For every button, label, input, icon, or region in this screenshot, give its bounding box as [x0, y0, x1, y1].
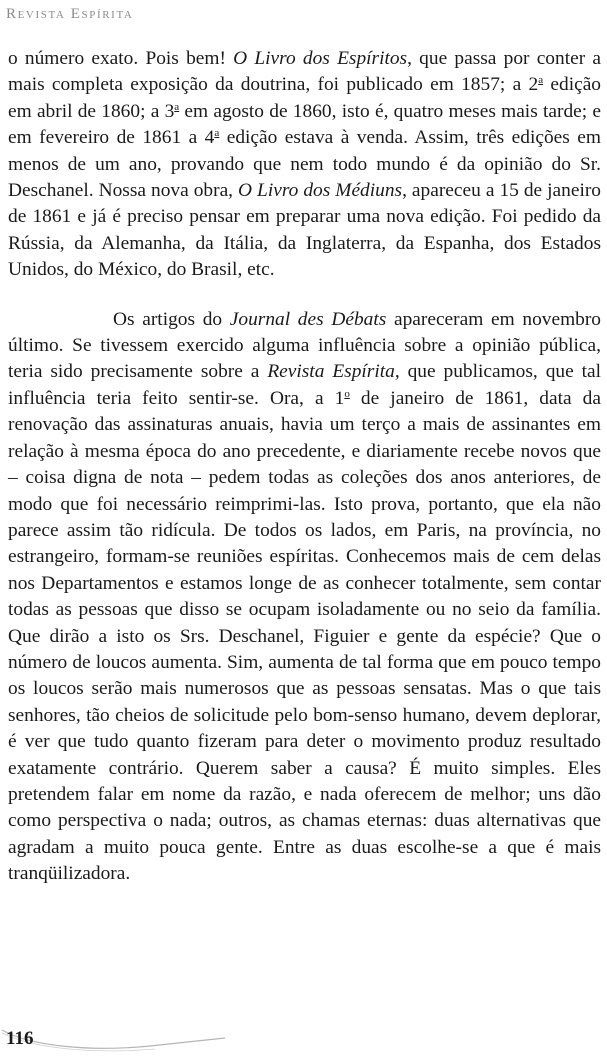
text-run: o número exato. Pois bem! [8, 48, 234, 69]
text-run: edição estava à venda. Assim, três edições em menos de um ano, provando que nem todo mundo é da opinião do Sr. Deschanel. Nossa nova obra, [8, 127, 601, 202]
ordinal-superscript: a [214, 127, 220, 140]
text-run: edição em abril de 1860; a 3 [8, 74, 601, 122]
footer-swoosh-ornament [0, 1024, 230, 1054]
paragraph-1 [8, 46, 601, 284]
text-run: apareceram em novembro último. Se tivessem exercido alguma influência sobre a opinião pública, teria sido precisamente sobre a [8, 308, 601, 383]
text-run: , apareceu a 15 de janeiro de 1861 e já é preciso pensar em preparar uma nova edição. Foi pedido da Rússia, da Alemanha, da Itália, da Inglaterra, da Espanha, dos Estados Unidos, do México, do Brasil, etc. [8, 180, 601, 281]
text-run: , que passa por conter a mais completa exposição da doutrina, foi publicado em 1857; a 2 [8, 48, 601, 96]
text-run: , que publicamos, que tal influência teria feito sentir-se. Ora, a 1 [8, 361, 601, 409]
body-text [8, 46, 601, 888]
paragraph-2 [8, 307, 601, 888]
italic-title: Journal des Débats [229, 308, 387, 330]
italic-title: O Livro dos Médiuns [238, 180, 403, 202]
text-run: Os artigos do [113, 308, 230, 330]
italic-title: Revista Espírita [267, 361, 395, 383]
running-head: Revista Espírita [6, 6, 134, 22]
text-run: de janeiro de 1861, data da renovação das assinaturas anuais, havia um terço a mais de assinantes em relação à mesma época do ano precedente, e diariamente recebe novos que – coisa digna de nota – pedem todas as coleções dos anos anteriores, de modo que foi necessário reimprimi-las. Isto prova, portanto, que ela não parece assim tão ridícula. De todos os lados, em Paris, na província, no estrangeiro, formam-se reuniões espíritas. Conhecemos mais de cem delas nos Departamentos e estamos longe de as conhecer totalmente, sem contar todas as pessoas que disso se ocupam isoladamente ou no seio da família. Que dirão a isto os Srs. Deschanel, Figuier e gente da espécie? Que o número de loucos aumenta. Sim, aumenta de tal forma que em pouco tempo os loucos serão mais numerosos que as pessoas sensatas. Mas o que tais senhores, tão cheios de solicitude pelo bom-senso humano, devem deplorar, é ver que tudo quanto fizeram para deter o movimento produz resultado exatamente contrário. Querem saber a causa? É muito simples. Eles pretendem falar em nome da razão, e nada oferecem de melhor; uns dão como perspectiva o nada; outros, as chamas eternas: duas alternativas que agradam a muito pouca gente. Entre as duas escolhe-se a que é mais tranqüilizadora. [8, 387, 601, 885]
page-number: 116 [6, 1028, 34, 1049]
ordinal-superscript: a [174, 100, 180, 113]
text-run: em agosto de 1860, isto é, quatro meses mais tarde; e em fevereiro de 1861 a 4 [8, 100, 601, 149]
italic-title: O Livro dos Espíritos [233, 48, 408, 69]
ordinal-superscript: o [344, 387, 350, 400]
ordinal-superscript: a [538, 74, 544, 87]
